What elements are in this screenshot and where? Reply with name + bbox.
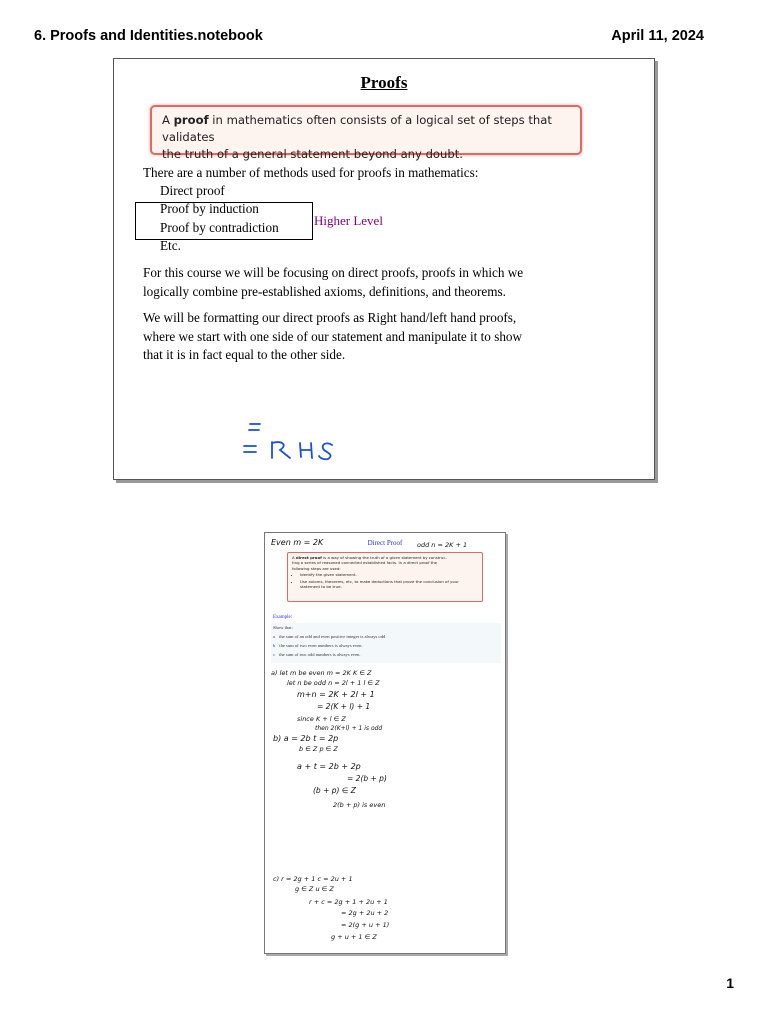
definition-line1: in mathematics often consists of a logical set of steps that validates <box>162 113 552 144</box>
box-prefix: A <box>292 555 296 560</box>
example-label: Example: <box>273 615 293 620</box>
exercise-text: the sum of two odd numbers is always even. <box>279 652 361 657</box>
hw-b1: b) a = 2b t = 2p <box>273 734 339 743</box>
slide-direct-proof <box>264 532 506 954</box>
para2-line3: that it is in fact equal to the other side. <box>143 347 346 362</box>
hw-b5: (b + p) ∈ Z <box>313 786 356 795</box>
hw-b3: a + t = 2b + 2p <box>297 762 361 771</box>
highlight-rectangle <box>135 202 313 240</box>
definition-term: proof <box>173 113 209 127</box>
header-date: April 11, 2024 <box>611 28 704 44</box>
slide-proofs <box>113 58 655 480</box>
hw-c3: r + c = 2g + 1 + 2u + 1 <box>309 898 388 906</box>
handwritten-rhs-note <box>238 415 348 465</box>
box-line1: is a way of showing the truth of a given statement by construc- <box>321 555 447 560</box>
slide2-title: Direct Proof <box>367 539 403 547</box>
exercise-text: the sum of an odd and even positive integer is always odd <box>279 634 386 639</box>
para2-line1: We will be formatting our direct proofs as Right hand/left hand proofs, <box>143 310 517 325</box>
methods-intro: There are a number of methods used for proofs in mathematics: <box>143 165 479 180</box>
hw-c5: = 2(g + u + 1) <box>341 921 390 929</box>
definition-prefix: A <box>162 113 174 127</box>
exercise-letter: a <box>273 634 276 639</box>
box-line2: ting a series of reasoned connected established facts. In a direct proof the <box>292 560 438 566</box>
hw-c4: = 2g + 2u + 2 <box>341 909 389 917</box>
box-line3: following steps are used: <box>292 565 341 571</box>
para1-line1: For this course we will be focusing on direct proofs, proofs in which we <box>143 265 524 280</box>
method-direct: Direct proof <box>160 183 225 198</box>
hw-a4: = 2(K + l) + 1 <box>317 702 371 711</box>
definition-line2: the truth of a general statement beyond any doubt. <box>162 147 463 161</box>
definition-box <box>150 105 582 161</box>
box-term: direct proof <box>295 555 322 560</box>
hw-even-def: Even m = 2K <box>271 538 324 547</box>
hw-b6: 2(b + p) is even <box>333 801 386 809</box>
hw-a3: m+n = 2K + 2l + 1 <box>297 690 375 699</box>
paragraph-formatting <box>143 309 522 365</box>
hw-c2: g ∈ Z u ∈ Z <box>295 885 334 893</box>
hw-a6: then 2(K+l) + 1 is odd <box>315 725 383 732</box>
hw-b4: = 2(b + p) <box>347 774 387 783</box>
slide-title: Proofs <box>360 73 408 92</box>
hw-a2: let n be odd n = 2l + 1 l ∈ Z <box>287 679 380 687</box>
para2-line2: where we start with one side of our statement and manipulate it to show <box>143 328 523 344</box>
hw-c1: c) r = 2g + 1 c = 2u + 1 <box>273 875 353 883</box>
bullet-item: • Identify the given statement. <box>300 572 478 577</box>
page-number: 1 <box>726 975 734 991</box>
method-etc: Etc. <box>160 238 181 253</box>
bullet-item: • Use axioms, theorems, etc, to make deductions that prove the conclusion of your statement to be true. <box>300 579 478 590</box>
hw-odd-def: odd n = 2K + 1 <box>417 541 468 549</box>
hw-a5: since K + l ∈ Z <box>297 715 346 723</box>
exercise-text: the sum of two even numbers is always even. <box>279 643 363 648</box>
header-title: 6. Proofs and Identities.notebook <box>34 28 263 44</box>
method-induction: Proof by induction <box>160 201 259 216</box>
higher-level-label: Higher Level <box>314 213 383 228</box>
hw-b2: b ∈ Z p ∈ Z <box>299 745 338 753</box>
hw-c6: g + u + 1 ∈ Z <box>331 933 377 941</box>
method-contradiction: Proof by contradiction <box>160 220 279 235</box>
exercise-letter: c <box>273 652 276 657</box>
paragraph-direct-proofs <box>143 264 523 301</box>
hw-a1: a) let m be even m = 2K K ∈ Z <box>271 669 372 677</box>
handwritten-solutions <box>265 533 505 953</box>
show-that-label: Show that: <box>273 625 293 630</box>
para1-line2: logically combine pre-established axioms, definitions, and theorems. <box>143 283 506 299</box>
exercise-letter: b <box>273 643 276 648</box>
